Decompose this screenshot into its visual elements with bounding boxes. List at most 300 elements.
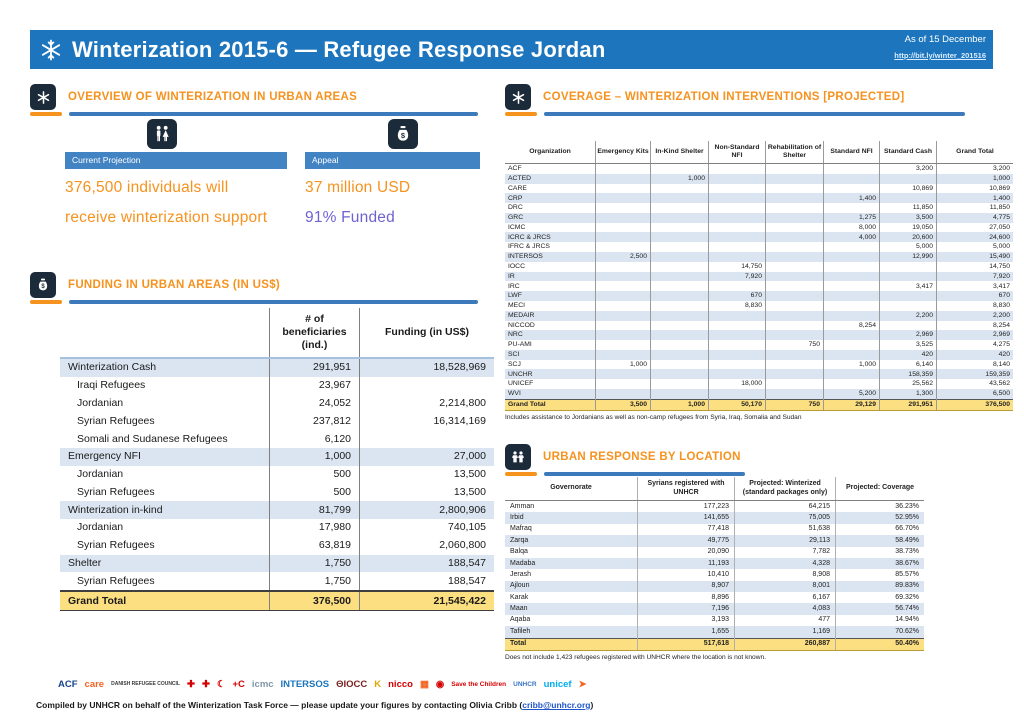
table-cell: [709, 350, 766, 360]
table-cell: 7,920: [937, 272, 1014, 282]
table-cell: 740,105: [360, 519, 495, 537]
table-row: [505, 592, 924, 603]
table-cell: 8,254: [937, 321, 1014, 331]
table-cell: 43,562: [937, 379, 1014, 389]
table-cell: 4,083: [735, 603, 836, 614]
logo-nicco: nicco: [388, 678, 413, 690]
section-divider: [30, 112, 478, 116]
table-cell: [880, 193, 937, 203]
money-bag-icon: [30, 272, 56, 298]
section-title: FUNDING IN URBAN AREAS (IN US$): [68, 279, 281, 291]
table-cell: Aqaba: [510, 616, 531, 624]
table-row: [505, 626, 924, 638]
divider-accent: [505, 472, 537, 476]
table-cell: [766, 272, 824, 282]
divider-line: [544, 112, 965, 116]
table-cell: Amman: [510, 502, 535, 510]
projection-value-line1: 376,500 individuals will: [65, 179, 229, 196]
table-cell: [824, 281, 880, 291]
table-cell: 188,547: [360, 555, 495, 573]
table-cell: 1,300: [880, 389, 937, 399]
table-cell: 2,969: [937, 330, 1014, 340]
table-row: [505, 272, 1013, 282]
column-header: Emergency Kits: [596, 141, 651, 164]
page-header-bar: [30, 30, 993, 69]
table-cell: IRC: [508, 282, 520, 290]
logo-iom: ▦: [419, 678, 429, 690]
table-cell: [766, 193, 824, 203]
table-cell: 260,887: [735, 638, 836, 650]
table-cell: 66.70%: [836, 524, 925, 535]
table-cell: [709, 184, 766, 194]
table-cell: 500: [270, 483, 360, 501]
table-cell: [766, 330, 824, 340]
table-cell: [766, 203, 824, 213]
table-cell: [766, 174, 824, 184]
table-cell: 5,000: [880, 242, 937, 252]
column-header: Projected: Winterized (standard packages only): [735, 477, 836, 501]
table-row: [505, 501, 924, 513]
table-cell: [596, 223, 651, 233]
table-cell: UNICEF: [508, 380, 534, 388]
table-cell: 25,562: [880, 379, 937, 389]
snowflake-icon: [505, 84, 531, 110]
table-cell: 77,418: [638, 524, 735, 535]
table-cell: 3,200: [880, 164, 937, 174]
coverage-table-container: [505, 141, 1010, 421]
table-cell: 291,951: [270, 358, 360, 377]
table-cell: [766, 252, 824, 262]
table-cell: 2,060,800: [360, 537, 495, 555]
table-cell: 477: [735, 615, 836, 626]
table-cell: [709, 252, 766, 262]
table-cell: 14.94%: [836, 615, 925, 626]
table-cell: 16,314,169: [360, 412, 495, 430]
table-cell: [766, 281, 824, 291]
table-cell: 8,254: [824, 321, 880, 331]
divider-line: [69, 300, 478, 304]
table-row: [505, 321, 1013, 331]
table-cell: LWF: [505, 291, 596, 301]
table-cell: 18,000: [709, 379, 766, 389]
table-cell: [651, 360, 709, 370]
table-cell: [766, 369, 824, 379]
table-row: [505, 581, 924, 592]
table-cell: 500: [270, 466, 360, 484]
section-divider: [30, 300, 478, 304]
table-cell: [709, 223, 766, 233]
table-cell: NICCOD: [508, 321, 535, 329]
table-cell: 1,750: [270, 572, 360, 591]
table-cell: [709, 213, 766, 223]
table-cell: Tafileh: [505, 626, 638, 638]
table-cell: 13,500: [360, 483, 495, 501]
table-cell: Grand Total: [60, 591, 270, 610]
table-cell: 6,167: [735, 592, 836, 603]
table-row: [505, 281, 1013, 291]
table-row: [60, 358, 494, 377]
logo-icmc: icmc: [251, 678, 274, 690]
table-cell: [766, 232, 824, 242]
table-cell: 8,907: [638, 581, 735, 592]
table-cell: [596, 272, 651, 282]
table-row: [505, 558, 924, 569]
compiled-text-suffix: ): [590, 700, 594, 710]
table-cell: [766, 389, 824, 399]
table-cell: [596, 281, 651, 291]
table-cell: [824, 174, 880, 184]
table-cell: 670: [709, 291, 766, 301]
table-cell: [709, 311, 766, 321]
logo-red-cross: ✚: [187, 678, 195, 690]
table-cell: [824, 369, 880, 379]
table-cell: 1,400: [824, 193, 880, 203]
table-cell: 7,920: [709, 272, 766, 282]
column-header: Standard Cash: [880, 141, 937, 164]
table-cell: 8,896: [638, 592, 735, 603]
table-cell: 10,869: [937, 184, 1014, 194]
table-cell: 7,196: [638, 603, 735, 614]
table-cell: [651, 281, 709, 291]
table-row: [60, 591, 494, 610]
table-cell: [651, 330, 709, 340]
table-cell: UNCHR: [505, 369, 596, 379]
table-cell: [766, 242, 824, 252]
partner-logo-strip: [58, 672, 738, 696]
table-row: [60, 555, 494, 573]
table-cell: MECI: [508, 302, 525, 310]
table-cell: [709, 389, 766, 399]
table-row: [505, 524, 924, 535]
table-cell: [824, 164, 880, 174]
table-cell: [596, 262, 651, 272]
table-cell: Irbid: [505, 512, 638, 523]
table-cell: [824, 242, 880, 252]
header-meta: [894, 34, 986, 60]
table-row: [60, 377, 494, 395]
report-link[interactable]: http://bit.ly/winter_201516: [894, 51, 986, 60]
table-cell: 14,750: [709, 262, 766, 272]
table-cell: 27,050: [937, 223, 1014, 233]
table-row: [505, 569, 924, 580]
table-cell: 14,750: [937, 262, 1014, 272]
table-cell: 69.32%: [836, 592, 925, 603]
coverage-note: Includes assistance to Jordanians as well as non-camp refugees from Syria, Iraq, Somalia and Sudan: [505, 413, 802, 421]
table-cell: 420: [937, 350, 1014, 360]
table-cell: 188,547: [360, 572, 495, 591]
table-cell: Syrian Refugees: [77, 414, 155, 427]
table-cell: [709, 174, 766, 184]
table-cell: 81,799: [270, 501, 360, 519]
svg-text:$: $: [41, 284, 45, 291]
table-cell: 2,200: [880, 311, 937, 321]
table-cell: 291,951: [880, 399, 937, 410]
table-cell: [651, 193, 709, 203]
table-cell: Maan: [505, 603, 638, 614]
table-cell: [709, 203, 766, 213]
table-header-row: [505, 477, 924, 501]
table-cell: PU-AMI: [508, 341, 532, 349]
funding-section-header: [30, 272, 478, 298]
table-cell: [824, 301, 880, 311]
table-header-row: [60, 308, 494, 358]
logo-red-crescent: +C: [232, 678, 245, 690]
table-cell: [766, 379, 824, 389]
section-title: URBAN RESPONSE BY LOCATION: [543, 451, 741, 463]
money-bag-icon: [388, 119, 418, 149]
logo-intersos: INTERSOS: [280, 678, 330, 690]
table-cell: [824, 350, 880, 360]
table-cell: 85.57%: [836, 569, 925, 580]
table-cell: [596, 164, 651, 174]
coverage-section-header: [505, 84, 965, 110]
table-cell: [651, 301, 709, 311]
table-cell: [360, 377, 495, 395]
table-cell: 13,500: [360, 466, 495, 484]
table-cell: [709, 330, 766, 340]
table-row: [505, 223, 1013, 233]
projection-value-line2: receive winterization support: [65, 209, 268, 226]
table-cell: 1,000: [937, 174, 1014, 184]
table-cell: ICMC: [508, 223, 526, 231]
table-cell: 50,170: [709, 399, 766, 410]
table-row: [60, 537, 494, 555]
table-cell: 11,193: [638, 558, 735, 569]
logo-save-the-children: Save the Children: [451, 680, 507, 688]
location-section-header: [505, 444, 805, 470]
table-cell: 1,169: [735, 626, 836, 638]
table-cell: [709, 340, 766, 350]
table-cell: INTERSOS: [505, 252, 596, 262]
table-cell: 8,000: [824, 223, 880, 233]
table-cell: [709, 281, 766, 291]
table-cell: [596, 232, 651, 242]
table-cell: [651, 350, 709, 360]
table-cell: 420: [880, 350, 937, 360]
column-header: Governorate: [505, 477, 638, 501]
table-row: [505, 340, 1013, 350]
table-row: [505, 389, 1013, 399]
table-cell: [766, 321, 824, 331]
table-cell: [824, 379, 880, 389]
table-cell: Mafraq: [510, 525, 532, 533]
divider-line: [69, 112, 478, 116]
table-cell: Syrian Refugees: [77, 574, 155, 587]
table-cell: 50.40%: [836, 638, 925, 650]
table-row: [505, 174, 1013, 184]
table-cell: 4,775: [937, 213, 1014, 223]
divider-accent: [505, 112, 537, 116]
table-cell: [651, 203, 709, 213]
table-cell: 20,600: [880, 232, 937, 242]
divider-line: [544, 472, 745, 476]
table-cell: 6,140: [880, 360, 937, 370]
table-row: [505, 350, 1013, 360]
table-cell: Total: [505, 638, 638, 650]
table-row: [505, 311, 1013, 321]
table-cell: 29,113: [735, 535, 836, 546]
table-cell: [360, 430, 495, 448]
table-cell: 750: [766, 399, 824, 410]
table-cell: CRP: [505, 193, 596, 203]
logo-arrow: ➤: [578, 678, 587, 690]
table-cell: 36.23%: [836, 501, 925, 513]
table-cell: [880, 291, 937, 301]
table-cell: 159,359: [937, 369, 1014, 379]
table-row: [505, 184, 1013, 194]
table-cell: 4,000: [824, 232, 880, 242]
table-cell: 3,193: [638, 615, 735, 626]
table-cell: Emergency NFI: [60, 448, 270, 466]
table-cell: 8,830: [937, 301, 1014, 311]
table-cell: Syrian Refugees: [77, 485, 155, 498]
table-cell: [880, 321, 937, 331]
table-row: [505, 203, 1013, 213]
table-cell: [651, 262, 709, 272]
table-cell: [766, 311, 824, 321]
table-cell: [824, 311, 880, 321]
funding-table: [60, 308, 494, 611]
table-header-row: [505, 141, 1013, 164]
column-header: Grand Total: [937, 141, 1014, 164]
table-cell: [880, 301, 937, 311]
overview-section-header: [30, 84, 478, 110]
column-header: In-Kind Shelter: [651, 141, 709, 164]
table-cell: MEDAIR: [505, 311, 596, 321]
community-people-icon: [505, 444, 531, 470]
table-cell: 18,528,969: [360, 358, 495, 377]
table-cell: [651, 242, 709, 252]
table-cell: [651, 252, 709, 262]
table-row: [60, 501, 494, 519]
table-row: [60, 519, 494, 537]
contact-email-link[interactable]: cribb@unhcr.org: [522, 700, 591, 710]
table-cell: IOCC: [508, 263, 525, 270]
table-cell: [824, 291, 880, 301]
column-header: Standard NFI: [824, 141, 880, 164]
table-row: [505, 360, 1013, 370]
appeal-funded-percent: 91% Funded: [305, 209, 395, 226]
table-cell: Jordanian: [77, 396, 124, 409]
logo-red-cross-2: ✚: [201, 678, 210, 690]
table-cell: [766, 164, 824, 174]
table-row: [505, 379, 1013, 389]
table-cell: [651, 164, 709, 174]
table-cell: 64,215: [735, 501, 836, 513]
column-header: Organization: [505, 141, 596, 164]
table-cell: 11,850: [880, 203, 937, 213]
table-cell: 2,200: [937, 311, 1014, 321]
table-cell: [824, 340, 880, 350]
location-table-container: [505, 477, 919, 661]
table-cell: [709, 360, 766, 370]
table-cell: [766, 184, 824, 194]
table-row: [60, 412, 494, 430]
table-cell: ACF: [508, 165, 522, 173]
table-cell: Balqa: [510, 548, 528, 556]
table-cell: 11,850: [937, 203, 1014, 213]
table-cell: [596, 242, 651, 252]
people-icon: [147, 119, 177, 149]
table-cell: Ajloun: [505, 581, 638, 592]
divider-accent: [30, 300, 62, 304]
table-cell: 27,000: [360, 448, 495, 466]
table-cell: 2,800,906: [360, 501, 495, 519]
table-cell: [766, 213, 824, 223]
logo-crescent: ☾: [216, 678, 226, 690]
table-cell: [596, 350, 651, 360]
column-header: [60, 308, 270, 358]
appeal-label: Appeal: [305, 152, 480, 169]
table-cell: 49,775: [638, 535, 735, 546]
table-cell: 3,200: [937, 164, 1014, 174]
table-cell: Syrian Refugees: [77, 539, 155, 552]
table-cell: [880, 262, 937, 272]
snowflake-icon: [39, 38, 63, 62]
column-header: Syrians registered with UNHCR: [638, 477, 735, 501]
logo-danish-refugee-council: DANISH REFUGEE COUNCIL: [111, 681, 180, 687]
table-cell: NRC: [505, 330, 596, 340]
logo-iocc: ΘIOCC: [336, 678, 368, 690]
table-cell: 12,990: [880, 252, 937, 262]
table-row: [505, 547, 924, 558]
table-cell: [651, 379, 709, 389]
table-cell: 23,967: [270, 377, 360, 395]
location-note: Does not include 1,423 refugees registered with UNHCR where the location is not known.: [505, 653, 766, 661]
table-cell: Madaba: [505, 558, 638, 569]
table-cell: 89.83%: [836, 581, 925, 592]
table-cell: [596, 213, 651, 223]
table-cell: 2,969: [880, 330, 937, 340]
table-cell: [596, 174, 651, 184]
table-cell: [651, 311, 709, 321]
funding-table-container: [60, 308, 486, 611]
table-cell: 670: [937, 291, 1014, 301]
logo-circle: ◉: [435, 678, 445, 690]
table-cell: [824, 184, 880, 194]
current-projection-label: Current Projection: [65, 152, 287, 169]
table-cell: CARE: [508, 184, 527, 192]
coverage-table: [505, 141, 1013, 411]
table-cell: Grand Total: [505, 399, 596, 410]
table-cell: 3,500: [880, 213, 937, 223]
table-cell: [651, 232, 709, 242]
table-cell: 5,000: [937, 242, 1014, 252]
table-cell: 141,655: [638, 512, 735, 523]
table-row: [60, 395, 494, 413]
table-cell: 1,000: [596, 360, 651, 370]
as-of-date: As of 15 December: [904, 34, 986, 45]
table-cell: Jerash: [510, 570, 532, 578]
table-cell: 3,525: [880, 340, 937, 350]
table-cell: [596, 193, 651, 203]
table-row: [505, 301, 1013, 311]
table-cell: Jordanian: [77, 468, 124, 481]
table-cell: 38.73%: [836, 547, 925, 558]
table-cell: [709, 164, 766, 174]
table-row: [505, 213, 1013, 223]
table-row: [505, 193, 1013, 203]
table-cell: Winterization Cash: [60, 358, 270, 377]
table-cell: SCJ: [508, 360, 521, 368]
table-cell: Zarqa: [505, 535, 638, 546]
page-title: Winterization 2015-6 — Refugee Response Jordan: [72, 36, 606, 62]
location-table: [505, 477, 924, 651]
table-cell: Shelter: [60, 555, 270, 573]
table-cell: 21,545,422: [360, 591, 495, 610]
table-row: [505, 399, 1013, 410]
table-cell: Somali and Sudanese Refugees: [77, 432, 228, 445]
